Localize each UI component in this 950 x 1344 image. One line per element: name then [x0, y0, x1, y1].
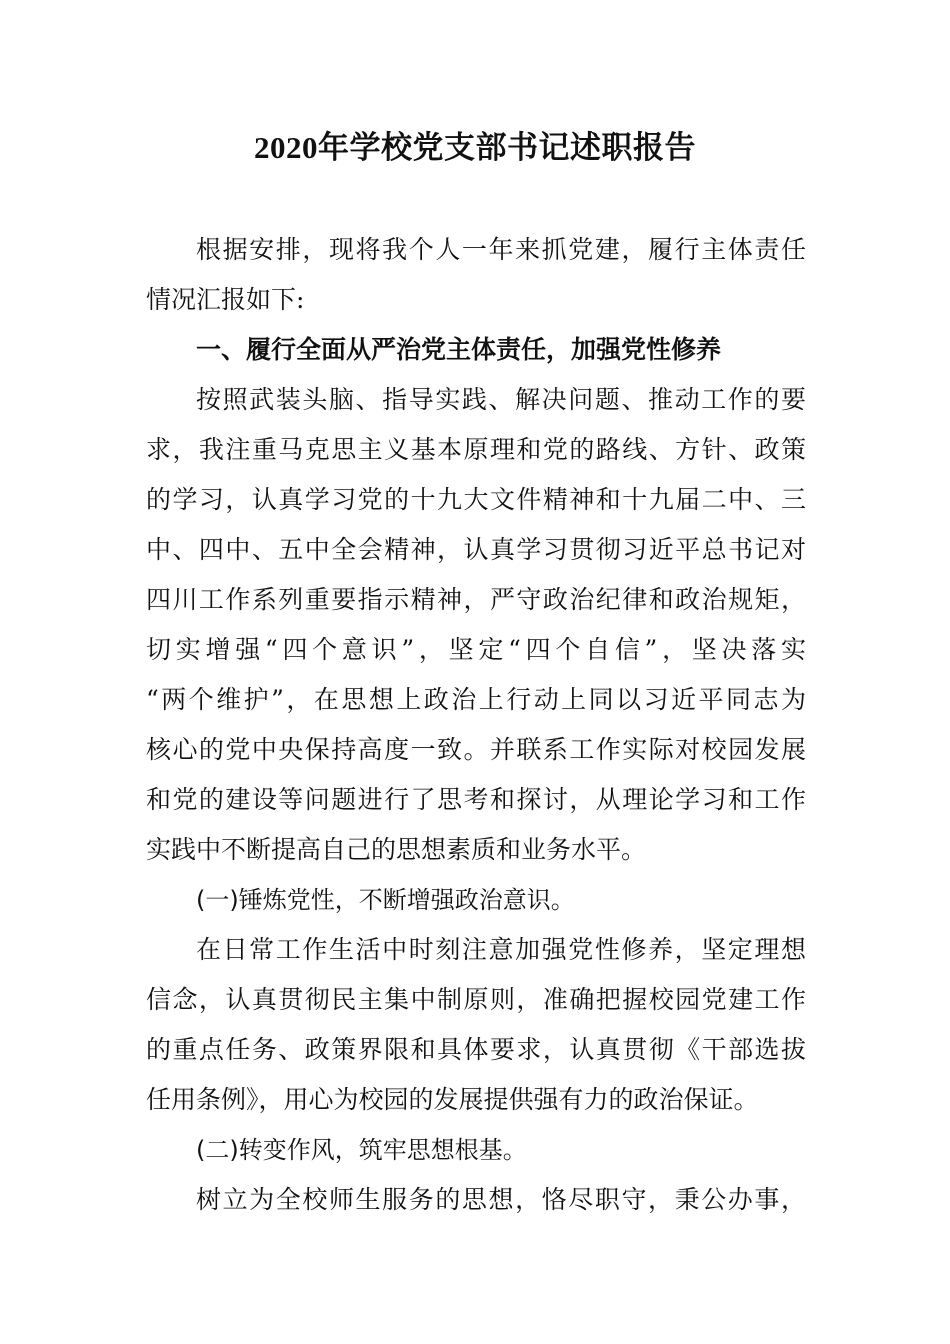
paragraph-line: 切实增强“四个意识”，坚定“四个自信”，坚决落实 [146, 635, 806, 664]
paragraph-line: 根据安排，现将我个人一年来抓党建，履行主体责任 [196, 235, 806, 264]
paragraph-line: 实践中不断提高自己的思想素质和业务水平。 [146, 835, 647, 864]
paragraph-line: 树立为全校师生服务的思想，恪尽职守，秉公办事， [196, 1185, 806, 1214]
paragraph-line: 核心的党中央保持高度一致。并联系工作实际对校园发展 [146, 735, 806, 764]
paragraph-line: 求，我注重马克思主义基本原理和党的路线、方针、政策 [146, 435, 806, 464]
paragraph-line: 四川工作系列重要指示精神，严守政治纪律和政治规矩， [146, 585, 806, 614]
paragraph-line: 情况汇报如下: [146, 285, 305, 314]
paragraph-line: 中、四中、五中全会精神，认真学习贯彻习近平总书记对 [146, 535, 806, 564]
subsection-heading: (二)转变作风，筑牢思想根基。 [196, 1136, 527, 1164]
paragraph-line: 和党的建设等问题进行了思考和探讨，从理论学习和工作 [146, 785, 806, 814]
paragraph-line: 信念，认真贯彻民主集中制原则，准确把握校园党建工作 [146, 985, 806, 1014]
paragraph-line: 在日常工作生活中时刻注意加强党性修养，坚定理想 [196, 935, 806, 964]
paragraph-line: 按照武装头脑、指导实践、解决问题、推动工作的要 [196, 385, 806, 414]
paragraph-line: 的重点任务、政策界限和具体要求，认真贯彻《干部选拔 [146, 1035, 806, 1064]
section-heading: 一、履行全面从严治党主体责任，加强党性修养 [196, 335, 722, 364]
paragraph-line: “两个维护”，在思想上政治上行动上同以习近平同志为 [146, 685, 806, 714]
paragraph-line: 任用条例》，用心为校园的发展提供强有力的政治保证。 [146, 1085, 759, 1114]
paragraph-line: 的学习，认真学习党的十九大文件精神和十九届二中、三 [146, 485, 806, 514]
subsection-heading: (一)锤炼党性，不断增强政治意识。 [196, 886, 575, 914]
document-title: 2020年学校党支部书记述职报告 [254, 130, 696, 165]
